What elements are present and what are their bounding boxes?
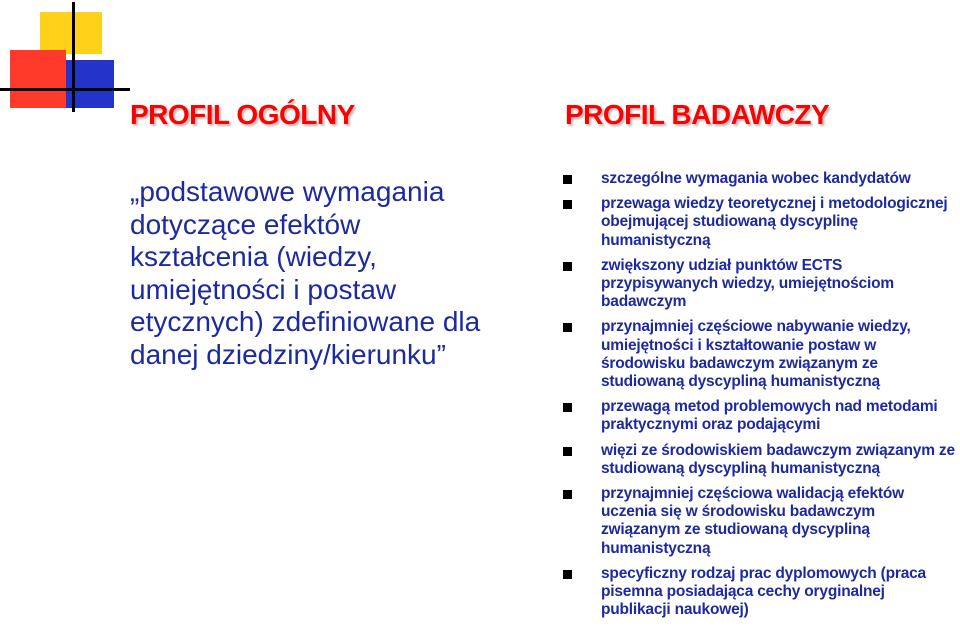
list-item-text: zwiększony udział punktów ECTS przypisywanych wiedzy, umiejętnościom badawczym (601, 256, 894, 311)
square-bullet-icon (563, 200, 572, 209)
list-item (563, 398, 958, 434)
square-bullet-icon (563, 570, 572, 579)
logo-horizontal-line (0, 88, 130, 91)
list-item (563, 485, 958, 558)
square-bullet-icon (563, 323, 572, 332)
square-bullet-icon (563, 262, 572, 271)
list-item-text: przynajmniej częściowa walidacją efektów uczenia się w środowisku badawczym związanym ze studiowaną dyscypliną humanistyczną (601, 485, 904, 557)
list-item (563, 170, 958, 188)
list-item-text: specyficzny rodzaj prac dyplomowych (praca pisemna posiadająca cechy oryginalnej publikacji naukowej) (601, 564, 926, 619)
list-item (563, 195, 958, 250)
general-profile-definition: „podstawowe wymagania dotyczące efektów kształcenia (wiedzy, umiejętności i postaw etycznych) zdefiniowane dla danej dziedziny/kierunku” (130, 176, 481, 370)
square-bullet-icon (563, 175, 572, 184)
list-item-text: szczególne wymagania wobec kandydatów (601, 170, 911, 187)
list-item (563, 318, 958, 391)
list-item-text: przewagą metod problemowych nad metodami praktycznymi oraz podającymi (601, 398, 938, 434)
research-profile-list (563, 170, 958, 626)
logo-red-square (10, 50, 66, 108)
list-item-text: przynajmniej częściowe nabywanie wiedzy, umiejętności i kształtowanie postaw w środowisku badawczym związanym ze studiowaną dyscypliną humanistyczną (601, 318, 911, 391)
list-item-text: przewaga wiedzy teoretycznej i metodologicznej obejmującej studiowaną dyscyplinę humanistyczną (601, 195, 948, 249)
research-profile-title: PROFIL BADAWCZY (565, 99, 830, 130)
list-item (563, 565, 958, 620)
corner-logo (0, 0, 130, 115)
square-bullet-icon (563, 447, 572, 456)
logo-vertical-line (72, 2, 75, 112)
list-item (563, 257, 958, 312)
list-item (563, 442, 958, 478)
logo-yellow-square (40, 12, 102, 54)
square-bullet-icon (563, 490, 572, 499)
square-bullet-icon (563, 403, 572, 412)
general-profile-title: PROFIL OGÓLNY (130, 99, 355, 130)
list-item-text: więzi ze środowiskiem badawczym związanym ze studiowaną dyscypliną humanistyczną (601, 441, 955, 477)
